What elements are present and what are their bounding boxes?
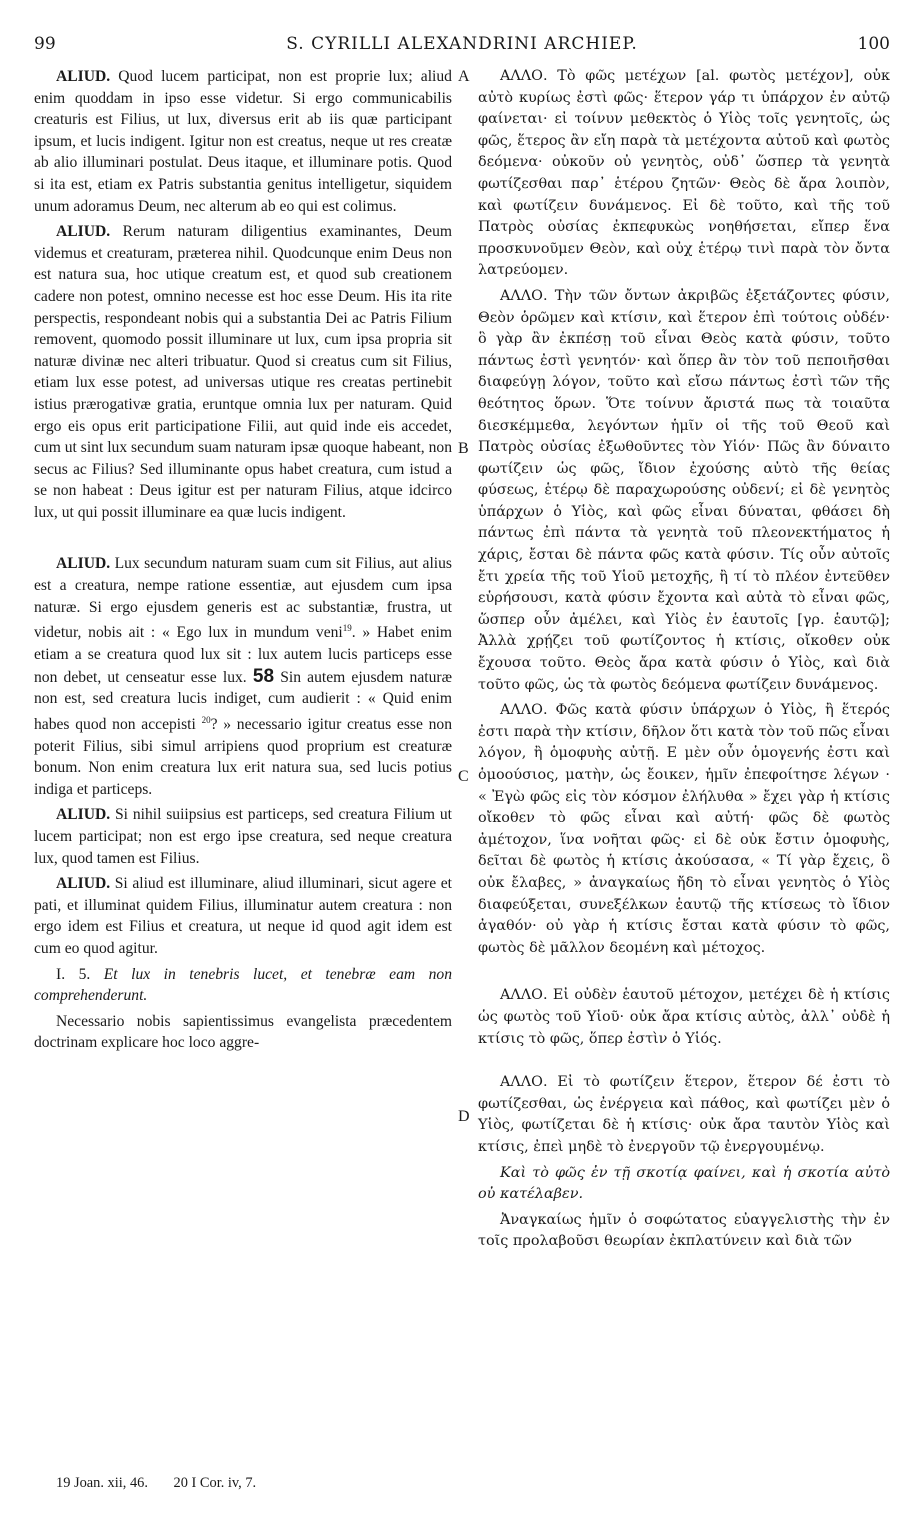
footnote-ref: 20	[201, 714, 211, 725]
page-number-left: 99	[34, 34, 56, 54]
footnotes	[56, 1475, 278, 1492]
greek-paragraph: ΑΛΛΟ. Εἰ τὸ φωτίζειν ἕτερον, ἕτερον δέ ἐστι τὸ φωτίζεσθαι, ὡς ἐνέργεια καὶ πάθος, καὶ φωτίζει μὲν ὁ Υἱὸς, φωτίζεται δὲ ἡ κτίσις· οὐκ ἄρα ταυτὸν Υἱὸς καὶ κτίσις, ἐπεὶ μηδὲ τὸ ἐνεργοῦν τῷ ἐνεργουμένῳ.	[478, 1074, 890, 1155]
latin-paragraph	[34, 1011, 452, 1054]
paragraph-text: Si aliud est illuminare, aliud illuminari, sicut agere et pati, et illuminat quidem Filius, illuminatur autem creatura : non ergo idem est Filius et creatura, ut neque id quod agit idem est cum eo quod agitur.	[34, 875, 452, 957]
verse-text: Et lux in tenebris lucet, et tenebræ eam non comprehenderunt.	[34, 965, 453, 1005]
latin-paragraph	[34, 553, 452, 800]
footnote-ref: 19	[342, 623, 352, 634]
latin-column	[34, 66, 452, 1058]
latin-paragraph	[34, 804, 452, 869]
section-label: ALIUD.	[56, 875, 111, 893]
running-header	[34, 34, 890, 58]
greek-verse: Καὶ τὸ φῶς ἐν τῇ σκοτίᾳ φαίνει, καὶ ἡ σκοτία αὐτὸ οὐ κατέλαβεν.	[478, 1164, 890, 1203]
section-label: ALIUD.	[56, 68, 111, 85]
margin-letter-c: C	[458, 768, 469, 785]
paragraph-text: Rerum naturam diligentius examinantes, Deum videmus et creaturam, præterea nihil. Quodcunque enim Deus non est natura sua, hoc utique creatum est, et quod sub creationem cadere non potest, omnino necesse est hoc esse Deum. His ita rite perspectis, respondeant nobis qui a substantia Dei ac Patris Filium removent, quomodo possit illuminare ut lux, cum ipsa propria sit naturæ divinæ nec alteri tribuatur. Quod si creatus cum sit Filius, etiam lux esse potest, ad universas utique res creatas pertinebit istius prærogativæ gratia, eruntque omnia lux per naturam. Quid ergo eis opus erit participatione Filii, aut quid inde eis accedet, cum ut sint lux secundum suam naturam ipsæ quoque habeant, non secus ac Filius? Sed illuminante opus habet creatura, cum istud a se non habeat : Deus igitur est per naturam Filius, atque idcirco lux, ut qui possit illuminare ea quæ lucis indigent.	[34, 223, 452, 521]
paragraph-text: Lux secundum naturam suam cum sit Filius, aut alius est a creatura, nempe ratione essentiæ, aut ejusdem cum ipsa naturæ. Si ergo ejusdem generis est ac substantiæ, frustra, ut videtur, nobis ait : « Ego lux in mundum veni	[34, 555, 453, 642]
section-label: ALIUD.	[56, 806, 111, 824]
paragraph-text: . » Habet enim etiam a se creatura quod lux sit : lux autem lucis particeps esse non debet, ut censeatur esse lux.	[34, 624, 452, 686]
greek-paragraph: ΑΛΛΟ. Φῶς κατὰ φύσιν ὑπάρχων ὁ Υἱὸς, ἢ ἕτερός ἐστι παρὰ τὴν κτίσιν, δῆλον ὅτι κατὰ τὸν τοῦ πῶς εἶναι λόγον, ἢ ὁμοφυὴς αὐτῇ. Ε μὲν οὖν ὁμογενής ἐστι καὶ ὁμοούσιος, ματὴν, ὡς ἔοικεν, ἡμῖν ἐπεφοίτησε λέγων · « Ἐγὼ φῶς εἰς τὸν κόσμον ἐλήλυθα » ἔχει γὰρ ἡ κτίσις οἴκοθεν τὸ φῶς εἶναι καὶ αὐτή· φῶς δὲ φωτὸς ἀμέτοχον, ἵνα νοῆται φῶς· εἰ δὲ οὐκ ἔστιν ὁμοφυὴς, δεῖται δὲ φωτὸς ἡ κτίσις ἀκούσασα, « Τί γὰρ ἔχεις, ὃ οὐκ ἔλαβες, » ἀναγκαίως ἤδη τὸ εἶναι γενητὸς ὁ Υἱὸς διαφεύξεται, συνεξέλκων ἑαυτῷ τῆς κτίσεως τὸ ἴδιον ἀγαθόν· οὐ γὰρ ἡ κτίσις ἔσται κατὰ φύσιν τὸ φῶς, φωτὸς δὲ μᾶλλον δεομένη καὶ μέτοχος.	[478, 702, 890, 956]
scripture-verse	[34, 964, 452, 1007]
paragraph-text: Necessario nobis sapientissimus evangelista præcedentem doctrinam explicare hoc loco aggre-	[34, 1012, 452, 1052]
latin-paragraph	[34, 873, 452, 959]
paragraph-text: ? » necessario igitur creatus esse non poterit Filius, sibi simul arripiens quod proprium est creaturæ bonum. Non enim creatura lux erit natura sua, sed lucis potius indiga et particeps.	[34, 716, 453, 798]
section-label: ALIUD.	[56, 223, 111, 241]
greek-paragraph: ΑΛΛΟ. Τὴν τῶν ὄντων ἀκριβῶς ἐξετάζοντες φύσιν, Θεὸν ὁρῶμεν καὶ κτίσιν, καὶ ἕτερον ἐπὶ τούτοις οὐδέν· ὃ γὰρ ἂν ἐκπέσῃ τοῦ εἶναι Θεὸς κατὰ φύσιν, τοῦτο πάντως ἐστὶ γενητόν· καὶ ὅπερ ἂν τὸν τοῦ πεποιῆσθαι διαφεύγῃ λόγον, τοῦτο καὶ εἴσω πάντως ἐστὶ τῶν τῆς θεότητος ὅρων. Ὅτε τοίνυν ἄριστά πως τὰ τοιαῦτα διεσκέμμεθα, λεγόντων ἡμῖν οἱ τῆς τοῦ Θεοῦ καὶ Πατρὸς οὐσίας ἐξωθοῦντες τὸν Υἱόν· Πῶς ἂν δύναιτο φωτίζειν ὡς φῶς, ἴδιον ἐχούσης αὐτὸ τῆς θείας φύσεως, ἑτέρῳ δὲ παραχωρούσης οὐδενί; εἰ δὲ γενητὸς ὑπάρχων ὁ Υἱὸς, καὶ φῶς εἶναι δύναται, φθάσει δὴ πάντως ἐπὶ πάντα τὰ γενητὰ τοῦ πλεονεκτήματος ἡ χάρις, ἔσται δὲ πάντα φῶς κατὰ φύσιν. Τίς οὖν αὐτοῖς ἔτι χρεία τῆς τοῦ Υἱοῦ μετοχῆς, ἢ τί τὸ πλέον ἐντεῦθεν εὑρήσουσι, κατὰ φύσιν ἔχοντα καὶ αὐτὰ τὸ εἶναι φῶς, ὥσπερ οὖν ἀμέλει, καὶ Υἱὸς ἐν ἑαυτοῖς [γρ. ἑαυτῷ]; Ἀλλὰ χρῄζει τοῦ φωτίζοντος ἡ κτίσις, οἴκοθεν οὐκ ἔχουσα τοῦτο. Θεὸς ἄρα κατὰ φύσιν ὁ Υἱὸς, καὶ διὰ τοῦτο φῶς, ὡς τὰ φωτὸς δεόμενα φωτίζειν δυνάμενος.	[478, 287, 890, 693]
running-title: S. CYRILLI ALEXANDRINI ARCHIEP.	[286, 34, 638, 54]
page-number-right: 100	[857, 34, 890, 54]
paragraph-text: Sin autem ejusdem naturæ non est, sed creatura lucis indiget, cum audierit : « Quid enim habes quod non accepisti	[34, 668, 452, 733]
latin-paragraph	[34, 221, 452, 523]
greek-column	[478, 66, 890, 1257]
section-label: ALIUD.	[56, 555, 111, 573]
page-marker: 58	[252, 665, 275, 687]
paragraph-text: Si nihil suiipsius est particeps, sed creatura Filium ut lucem participat; non est ergo ipse creatura, sed neque creatura lux, quod tamen est Filius.	[34, 806, 452, 867]
footnote-19: 19 Joan. xii, 46.	[56, 1475, 148, 1491]
verse-number: I. 5.	[56, 965, 91, 983]
greek-paragraph: ΑΛΛΟ. Τὸ φῶς μετέχων [al. φωτὸς μετέχον], οὐκ αὐτὸ κυρίως ἐστὶ φῶς· ἕτερον γάρ τι ὑπάρχον ἐν αὐτῷ φαίνεται· εἰ τοίνυν μεθεκτὸς ὁ Υἱὸς τοῖς γενητοῖς, ὡς φῶς, ἕτερος ἂν εἴη παρὰ τὰ μετέχοντα αὐτοῦ καὶ φωτὸς δεόμενα· οὐκοῦν οὐ γενητὸς, οὐδ᾽ ὥσπερ τὰ γενητὰ φωτίζεσθαι παρ᾽ ἑτέρου ζητῶν· Θεὸς δὲ ἄρα λοιπὸν, καὶ φωτίζειν δυνάμενος. Εἰ δὲ τοῦτο, καὶ τῆς τοῦ Πατρὸς οὐσίας ἐκπεφυκὼς νοηθήσεται, εἴπερ ἕνα προσκυνοῦμεν Θεὸν, καὶ οὐχ ἑτέρῳ τινὶ παρὰ τὸν ὄντα λατρεύομεν.	[478, 68, 890, 279]
footnote-20: 20 I Cor. iv, 7.	[173, 1475, 257, 1491]
paragraph-text: Quod lucem participat, non est proprie lux; aliud enim quoddam in ipso esse videtur. Si ergo communicabilis creaturis est Filius, ut lux, diversus erit ab iis quæ participant ipsum, et lucis indigent. Igitur non est creatus, neque ut res creatæ ab alio illuminari postulat. Deus itaque, et illuminare potis. Quod si ita est, etiam ex Patris substantia genitus intelligetur, siquidem unum adoramus Deum, nec alterum ab eo qui est colimus.	[34, 68, 452, 215]
greek-paragraph: Ἀναγκαίως ἡμῖν ὁ σοφώτατος εὐαγγελιστὴς τὴν ἐν τοῖς προλαβοῦσι θεωρίαν ἐκπλατύνειν καὶ διὰ τῶν	[478, 1211, 890, 1250]
margin-letter-d: D	[458, 1108, 470, 1125]
greek-paragraph: ΑΛΛΟ. Εἰ οὐδὲν ἑαυτοῦ μέτοχον, μετέχει δὲ ἡ κτίσις ὡς φωτὸς τοῦ Υἱοῦ· οὐκ ἄρα κτίσις αὐτὸς, ἀλλ᾽ οὐδὲ ἡ κτίσις τὸ φῶς, ὅπερ ἐστὶν ὁ Υἱός.	[478, 987, 890, 1047]
latin-paragraph	[34, 66, 452, 217]
margin-letter-a: A	[458, 68, 470, 85]
margin-letter-b: B	[458, 440, 469, 457]
